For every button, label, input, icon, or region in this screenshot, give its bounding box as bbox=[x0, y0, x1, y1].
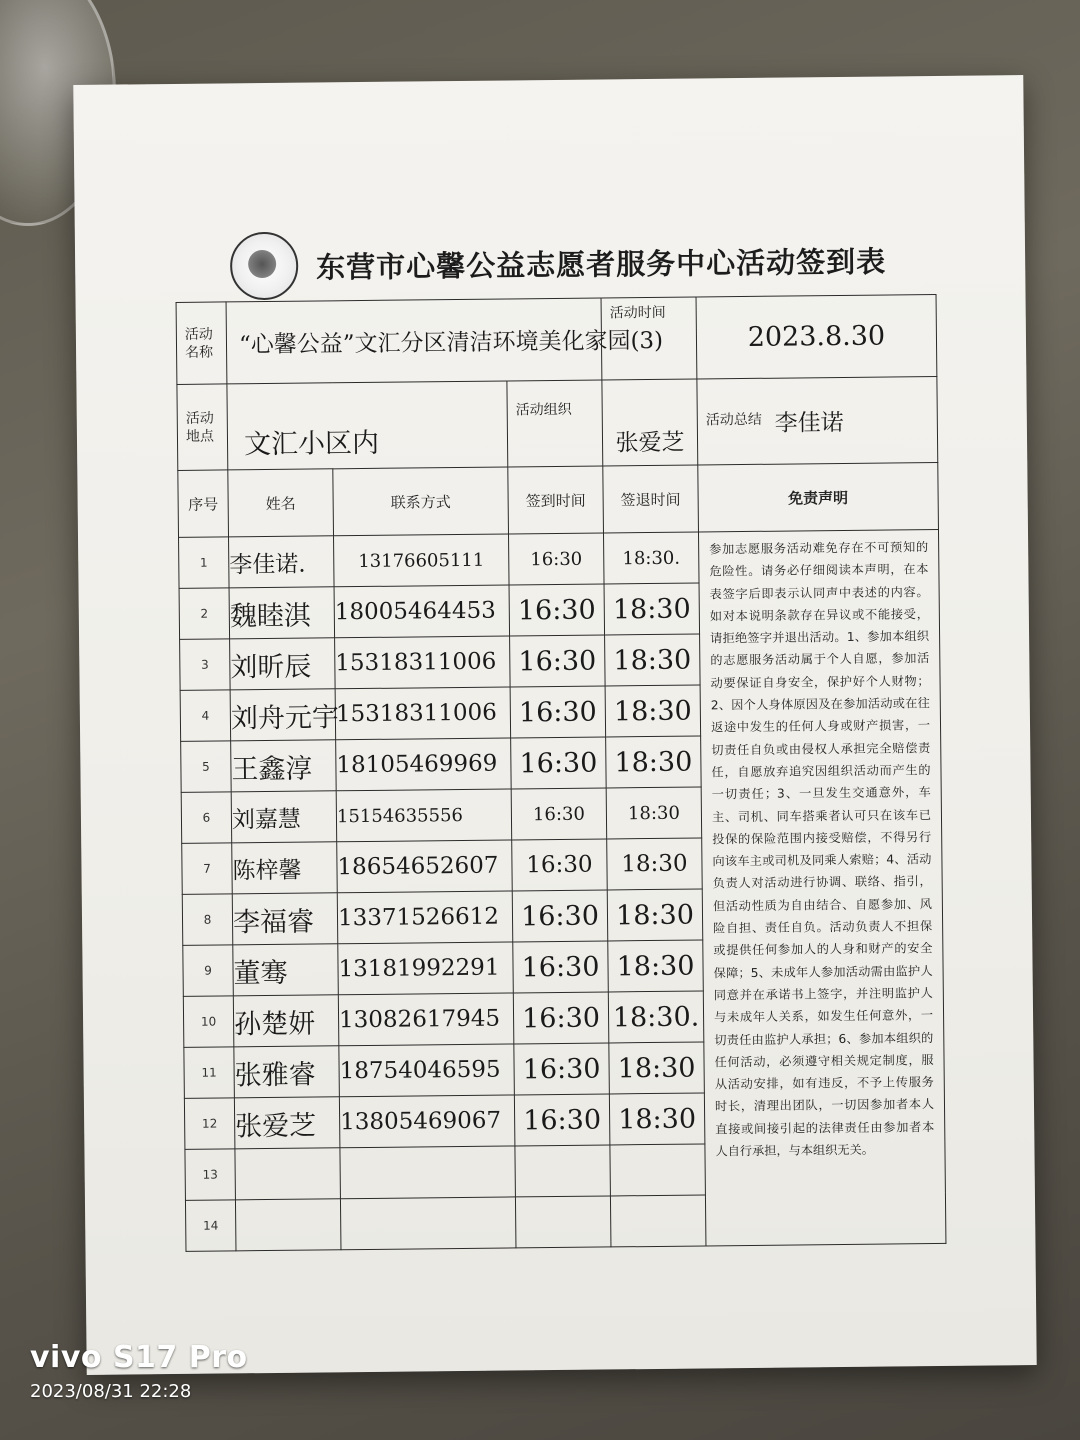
row-contact: 15318311006 bbox=[335, 636, 511, 689]
row-name: 李福睿 bbox=[232, 893, 338, 945]
row-name: 张雅睿 bbox=[234, 1046, 340, 1098]
row-idx: 2 bbox=[179, 588, 230, 640]
activity-organizer-label: 活动组织 bbox=[507, 380, 603, 467]
row-signout: 18:30 bbox=[606, 787, 702, 839]
sign-in-table bbox=[176, 294, 947, 1252]
row-contact: 13082617945 bbox=[338, 993, 514, 1046]
row-contact: 15154635556 bbox=[336, 789, 512, 842]
row-idx: 7 bbox=[182, 843, 233, 895]
sign-in-sheet bbox=[73, 75, 1036, 1375]
row-signin bbox=[515, 1145, 611, 1197]
row-signout: 18:30 bbox=[609, 1093, 705, 1145]
row-contact: 18654652607 bbox=[337, 840, 513, 893]
row-signin: 16:30 bbox=[508, 533, 604, 585]
row-idx: 5 bbox=[181, 741, 232, 793]
activity-name-label: 活动 名称 bbox=[176, 302, 227, 385]
column-idx: 序号 bbox=[178, 470, 229, 538]
row-signin: 16:30 bbox=[513, 941, 609, 993]
watermark-datetime: 2023/08/31 22:28 bbox=[30, 1381, 192, 1402]
row-name: 张爱芝 bbox=[234, 1097, 340, 1149]
activity-summary-cell bbox=[697, 376, 938, 465]
row-signin: 16:30 bbox=[511, 737, 607, 789]
row-signout: 18:30. bbox=[608, 991, 704, 1043]
row-idx: 1 bbox=[179, 537, 230, 589]
watermark-brand: vivo S17 Pro bbox=[30, 1340, 248, 1375]
row-name: 刘昕辰 bbox=[230, 638, 336, 690]
row-signout: 18:30 bbox=[604, 583, 700, 635]
row-signout: 18:30 bbox=[605, 685, 701, 737]
row-contact: 13371526612 bbox=[337, 891, 513, 944]
row-idx: 3 bbox=[180, 639, 231, 691]
row-signout: 18:30 bbox=[608, 940, 704, 992]
row-signout: 18:30. bbox=[603, 532, 699, 584]
row-name: 刘舟元宇 bbox=[230, 689, 336, 741]
row-signin: 16:30 bbox=[513, 992, 609, 1044]
activity-place-row bbox=[177, 376, 938, 470]
column-signout: 签退时间 bbox=[603, 465, 699, 533]
activity-summary-label: 活动总结 bbox=[705, 411, 762, 429]
column-name: 姓名 bbox=[228, 469, 334, 537]
disclaimer-text: 参加志愿服务活动难免存在不可预知的危险性。请务必仔细阅读本声明，在本表签字后即表示认同声中表述的内容。如对本说明条款存在异议或不能接受，请拒绝签字并退出活动。1、参加本组织的志愿服务活动属于个人自愿，参加活动要保证自身安全，保护好个人财物；2、因个人身体原因及在参加活动或在往返途中发生的任何人身或财产损害，一切责任自负或由侵权人承担完全赔偿责任，自愿放弃追究因组织活动而产生的一切责任；3、一旦发生交通意外，车主、司机、同车搭乘者认可只在该车已投保的保险范围内接受赔偿，不得另行向该车主或司机及同乘人索赔；4、活动负责人对活动进行协调、联络、指引，但活动性质为自由结合、自愿参加、风险自担、责任自负。活动负责人不担保或提供任何参加人的人身和财产的安全保障；5、未成年人参加活动需由监护人同意并在承诺书上签字，并注明监护人与未成年人关系，如发生任何意外，一切责任由监护人承担；6、参加本组织的任何活动，必须遵守相关规定制度，服从活动安排，如有违反，不予上传服务时长，清理出团队，一切因参加者本人直接或间接引起的法律责任由参加者本人自行承担，与本组织无关。 bbox=[698, 529, 945, 1245]
row-contact bbox=[340, 1197, 516, 1250]
row-signin: 16:30 bbox=[510, 686, 606, 738]
activity-organizer-value: 张爱芝 bbox=[602, 379, 698, 466]
row-name: 魏睦淇 bbox=[229, 587, 335, 639]
row-contact: 18005464453 bbox=[334, 585, 510, 638]
row-idx: 8 bbox=[182, 894, 233, 946]
row-signout: 18:30 bbox=[607, 889, 703, 941]
row-name bbox=[235, 1148, 341, 1200]
row-idx: 4 bbox=[180, 690, 231, 742]
activity-summary-value: 李佳诺 bbox=[774, 409, 844, 437]
row-signin: 16:30 bbox=[511, 788, 607, 840]
row-signin: 16:30 bbox=[514, 1043, 610, 1095]
row-signin: 16:30 bbox=[509, 584, 605, 636]
activity-name-row bbox=[176, 294, 937, 384]
row-contact: 13176605111 bbox=[334, 534, 510, 587]
row-signout bbox=[610, 1144, 706, 1196]
row-name: 陈梓馨 bbox=[232, 842, 338, 894]
row-idx: 12 bbox=[184, 1098, 235, 1150]
camera-watermark bbox=[30, 1340, 248, 1402]
column-contact: 联系方式 bbox=[333, 467, 509, 536]
row-contact bbox=[340, 1146, 516, 1199]
row-signin: 16:30 bbox=[510, 635, 606, 687]
row-idx: 6 bbox=[181, 792, 232, 844]
row-idx: 13 bbox=[185, 1149, 236, 1201]
row-signin: 16:30 bbox=[512, 890, 608, 942]
column-disclaimer: 免责声明 bbox=[698, 462, 939, 532]
row-signout: 18:30 bbox=[609, 1042, 705, 1094]
column-signin: 签到时间 bbox=[508, 466, 604, 534]
activity-place-value: 文汇小区内 bbox=[227, 381, 508, 470]
row-contact: 13181992291 bbox=[338, 942, 514, 995]
table-row bbox=[179, 529, 939, 588]
sheet-title: 东营市心馨公益志愿者服务中心活动签到表 bbox=[316, 244, 887, 284]
row-name bbox=[235, 1199, 341, 1251]
activity-place-label: 活动 地点 bbox=[177, 384, 228, 471]
row-signout: 18:30 bbox=[606, 736, 702, 788]
row-idx: 10 bbox=[183, 996, 234, 1048]
activity-time-label: 活动时间 bbox=[601, 297, 697, 380]
sheet-header bbox=[230, 224, 951, 302]
column-header-row bbox=[178, 462, 939, 537]
row-signin: 16:30 bbox=[512, 839, 608, 891]
row-name: 孙楚妍 bbox=[233, 995, 339, 1047]
row-signin bbox=[515, 1196, 611, 1248]
row-name: 董骞 bbox=[233, 944, 339, 996]
row-name: 刘嘉慧 bbox=[231, 791, 337, 843]
activity-name-value: “心馨公益”文汇分区清洁环境美化家园(3) bbox=[226, 298, 602, 384]
row-idx: 11 bbox=[184, 1047, 235, 1099]
row-signout: 18:30 bbox=[607, 838, 703, 890]
row-contact: 18105469969 bbox=[336, 738, 512, 791]
row-contact: 13805469067 bbox=[339, 1095, 515, 1148]
row-signin: 16:30 bbox=[514, 1094, 610, 1146]
row-contact: 15318311006 bbox=[335, 687, 511, 740]
row-contact: 18754046595 bbox=[339, 1044, 515, 1097]
activity-time-value: 2023.8.30 bbox=[696, 294, 937, 379]
row-name: 李佳诺. bbox=[229, 536, 335, 588]
row-name: 王鑫淳 bbox=[231, 740, 337, 792]
organization-logo bbox=[230, 232, 299, 301]
row-signout: 18:30 bbox=[605, 634, 701, 686]
row-idx: 9 bbox=[183, 945, 234, 997]
row-signout bbox=[610, 1195, 706, 1247]
row-idx: 14 bbox=[185, 1200, 236, 1252]
